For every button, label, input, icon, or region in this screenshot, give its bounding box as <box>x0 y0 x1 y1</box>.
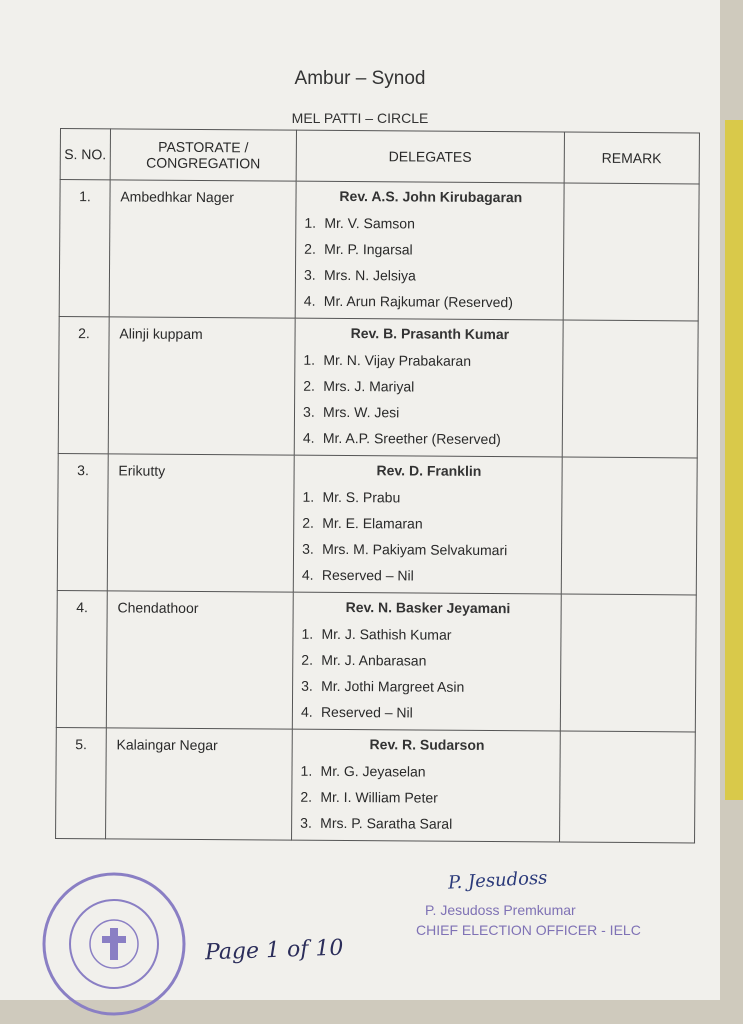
delegate-item <box>304 210 557 238</box>
delegate-number: 4. <box>302 429 315 446</box>
page-number-note: Page 1 of 10 <box>204 935 344 966</box>
delegate-item <box>304 236 557 264</box>
delegate-list <box>302 484 555 590</box>
delegates-table <box>55 128 700 843</box>
delegate-name: Mr. P. Ingarsal <box>324 240 413 258</box>
officer-title: CHIEF ELECTION OFFICER - IELC <box>416 922 641 938</box>
delegate-item <box>300 784 553 812</box>
delegate-name: Mr. J. Sathish Kumar <box>321 625 452 643</box>
row-remark <box>561 457 697 595</box>
delegate-number: 3. <box>302 540 314 557</box>
row-pastorate: Chendathoor <box>106 591 293 729</box>
table-header-row <box>60 129 699 184</box>
row-pastorate: Alinji kuppam <box>108 317 295 455</box>
delegate-item <box>301 647 554 675</box>
delegate-list <box>304 210 557 316</box>
row-sno: 5. <box>56 727 107 838</box>
delegate-number: 2. <box>300 788 313 805</box>
col-header-sno: S. NO. <box>60 129 110 180</box>
circle-subtitle: MEL PATTI – CIRCLE <box>291 110 429 126</box>
delegate-number: 2. <box>304 240 316 257</box>
row-remark <box>560 594 696 732</box>
delegate-item <box>303 425 556 453</box>
delegate-name: Reserved – Nil <box>320 703 413 721</box>
delegate-number: 1. <box>303 351 316 368</box>
row-sno: 3. <box>57 453 108 590</box>
table-row <box>57 453 697 594</box>
delegate-name: Mr. E. Elamaran <box>322 514 423 532</box>
delegate-name: Mrs. M. Pakiyam Selvakumari <box>322 540 508 559</box>
delegate-number: 3. <box>301 677 313 694</box>
delegate-item <box>302 484 555 512</box>
table-row <box>56 590 696 731</box>
delegate-item <box>304 288 557 316</box>
delegate-number: 1. <box>300 762 313 779</box>
delegate-name: Mrs. P. Saratha Saral <box>320 814 453 832</box>
delegate-item <box>301 699 554 727</box>
delegate-name: Mr. Arun Rajkumar (Reserved) <box>323 292 513 311</box>
delegate-name: Mrs. J. Mariyal <box>323 377 415 395</box>
row-reverend: Rev. R. Sudarson <box>369 736 485 753</box>
delegate-name: Mr. A.P. Sreether (Reserved) <box>322 429 501 448</box>
delegate-item <box>301 621 554 649</box>
table-row <box>59 180 699 321</box>
delegate-number: 2. <box>301 651 314 668</box>
delegate-list <box>300 758 553 838</box>
row-delegates <box>295 181 564 320</box>
delegate-number: 3. <box>300 814 312 831</box>
signature: P. Jesudoss <box>447 867 548 894</box>
delegate-item <box>303 373 556 401</box>
row-reverend: Rev. N. Basker Jeyamani <box>345 599 511 617</box>
delegate-name: Mr. I. William Peter <box>320 788 438 806</box>
row-sno: 4. <box>56 590 107 727</box>
row-delegates <box>292 729 560 842</box>
delegate-number: 3. <box>303 403 315 420</box>
delegate-item <box>300 810 553 838</box>
col-header-delegates: DELEGATES <box>296 130 564 183</box>
row-sno: 1. <box>59 180 110 317</box>
col-header-pastorate: PASTORATE / CONGREGATION <box>110 129 297 181</box>
delegate-number: 4. <box>301 566 314 583</box>
col-header-remark: REMARK <box>564 132 700 184</box>
row-remark <box>562 320 698 458</box>
row-sno: 2. <box>58 316 109 453</box>
document-title: Ambur – Synod <box>294 68 426 89</box>
background-edge <box>725 120 743 800</box>
delegate-number: 1. <box>302 488 315 505</box>
delegate-item <box>300 758 553 786</box>
delegate-number: 2. <box>302 514 315 531</box>
delegate-item <box>302 510 555 538</box>
delegate-item <box>303 347 556 375</box>
delegate-name: Mrs. W. Jesi <box>323 403 400 421</box>
delegate-number: 3. <box>303 266 316 283</box>
delegate-item <box>302 562 555 590</box>
row-delegates <box>293 455 562 594</box>
delegate-item <box>304 262 557 290</box>
row-reverend: Rev. D. Franklin <box>376 462 482 479</box>
delegate-name: Mr. V. Samson <box>324 214 415 232</box>
row-pastorate: Kalaingar Negar <box>105 728 292 840</box>
delegate-name: Reserved – Nil <box>321 566 414 584</box>
row-remark <box>563 183 699 321</box>
delegate-item <box>301 673 554 701</box>
row-delegates <box>292 592 561 731</box>
delegate-number: 4. <box>300 703 313 720</box>
delegate-number: 2. <box>303 377 315 394</box>
row-remark <box>559 731 695 843</box>
table-row <box>56 727 696 842</box>
delegate-number: 4. <box>303 292 316 309</box>
row-pastorate: Ambedhkar Nager <box>109 180 296 318</box>
delegate-list <box>301 621 554 727</box>
delegate-item <box>302 536 555 564</box>
row-reverend: Rev. A.S. John Kirubagaran <box>339 187 523 206</box>
row-delegates <box>294 318 563 457</box>
delegate-name: Mr. S. Prabu <box>322 488 401 506</box>
delegate-item <box>303 399 556 427</box>
table-row <box>58 316 698 457</box>
delegate-name: Mr. Jothi Margreet Asin <box>321 677 465 695</box>
delegate-name: Mrs. N. Jelsiya <box>323 266 416 284</box>
seal-stamp-icon <box>40 870 188 1018</box>
delegate-number: 1. <box>301 625 314 642</box>
row-pastorate: Erikutty <box>107 454 294 592</box>
delegate-number: 1. <box>304 214 317 231</box>
officer-name: P. Jesudoss Premkumar <box>425 902 576 918</box>
delegate-name: Mr. N. Vijay Prabakaran <box>323 351 472 369</box>
row-reverend: Rev. B. Prasanth Kumar <box>350 325 510 343</box>
delegate-name: Mr. G. Jeyaselan <box>320 762 426 780</box>
delegate-name: Mr. J. Anbarasan <box>321 651 427 669</box>
delegate-list <box>303 347 556 453</box>
